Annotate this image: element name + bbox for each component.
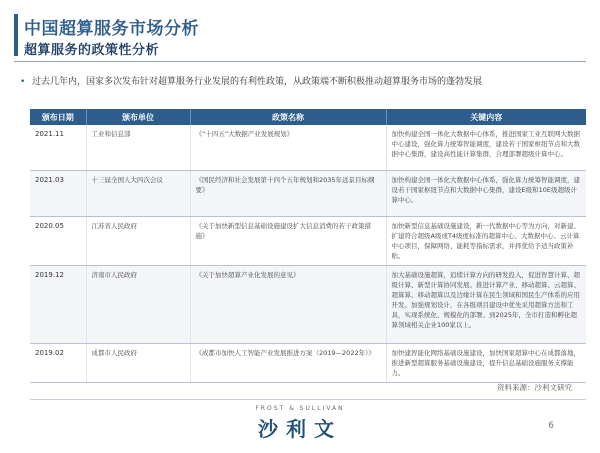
cell-unit: 济南市人民政府 <box>86 265 190 343</box>
page-title: 中国超算服务市场分析 <box>24 19 199 39</box>
cell-content: 加快新型信息基础设施建设，新一代数据中心等为方向，对新建、扩建符合超级A级或T4级度标准的超算中心、大数据中心、云计算中心项目，保障网络、能耗等指标需求，并择优给予适当政策补贴。 <box>386 216 586 265</box>
cell-date: 2019.12 <box>30 265 86 343</box>
table-row <box>30 170 586 216</box>
brand-logo-text: 沙利文 <box>258 417 342 441</box>
intro-paragraph <box>20 76 588 88</box>
table-row <box>30 265 586 343</box>
cell-policy: 《成都市加快人工智能产业发展推进方案（2019—2022年）》 <box>190 343 386 382</box>
title-accent-bar <box>14 14 18 56</box>
column-header-unit: 颁布单位 <box>86 109 190 125</box>
cell-date: 2019.02 <box>30 343 86 382</box>
policy-table <box>30 109 586 383</box>
intro-text: 过去几年内，国家多次发布针对超算服务行业发展的有利性政策，从政策端不断积极推动超算服务市场的蓬勃发展 <box>32 77 483 87</box>
footer-divider <box>30 399 586 400</box>
cell-date: 2021.03 <box>30 170 86 216</box>
cell-policy: 《关于加快超算产业化发展的意见》 <box>190 265 386 343</box>
cell-policy: 《国民经济和社会发展第十四个五年规划和2035年远景目标纲要》 <box>190 170 386 216</box>
source-note: 资料来源：沙利文研究 <box>497 383 572 392</box>
cell-policy: 《“十四五”大数据产业发展规划》 <box>190 125 386 170</box>
bullet-icon: • <box>20 77 26 87</box>
cell-date: 2020.05 <box>30 216 86 265</box>
cell-content: 加大基础设施超算，追续计算方向的研发投入，促进智慧计算、超级计算、新型计算协同发展。推进计算产业、移动超算、云超算、超算算、移动超算以及边缘计算在民生领域和国民生产体系的应用开发。加强规划设计，在各级项目建设中优先采用超算方法和工具，实现系统化、规模化的部署。到2025年，全市打造和孵化超算领域相关企业100家以上。 <box>386 265 586 343</box>
table-row <box>30 125 586 170</box>
cell-date: 2021.11 <box>30 125 86 170</box>
cell-content: 加快构建全国一体化大数据中心体系，强化算力统筹智能调度，建设若干国家枢纽节点和大数据中心集群，建设E级和10E级超级计算中心。 <box>386 170 586 216</box>
cell-unit: 成都市人民政府 <box>86 343 190 382</box>
column-header-policy: 政策名称 <box>190 109 386 125</box>
page-subtitle: 超算服务的政策性分析 <box>24 43 160 58</box>
page-number: 6 <box>548 421 554 431</box>
brand-wordmark: FROST & SULLIVAN <box>255 405 345 412</box>
column-header-date: 颁布日期 <box>30 109 86 125</box>
table-row <box>30 343 586 382</box>
cell-policy: 《关于加快新型信息基础设施建设扩大信息消费的若干政策措施》 <box>190 216 386 265</box>
cell-unit: 江苏省人民政府 <box>86 216 190 265</box>
header-divider <box>14 61 586 62</box>
cell-unit: 工业和信息部 <box>86 125 190 170</box>
table-header-row <box>30 109 586 125</box>
cell-content: 加快建智能化网络基础设施建设，加快国家超算中心在成都落地，推进新型超算服务基础设施建设，提升信息基础设施服务支撑能力。 <box>386 343 586 382</box>
cell-unit: 十三届全国人大四次会议 <box>86 170 190 216</box>
page-header <box>0 0 600 64</box>
cell-content: 加快构建全国一体化大数据中心体系，推进国家工业互联网大数据中心建设，强化算力统筹智能调度，建设若干国家枢纽节点和大数据中心集群，建设高性能计算集群，合理部署超级计算中心。 <box>386 125 586 170</box>
column-header-content: 关键内容 <box>386 109 586 125</box>
table-row <box>30 216 586 265</box>
